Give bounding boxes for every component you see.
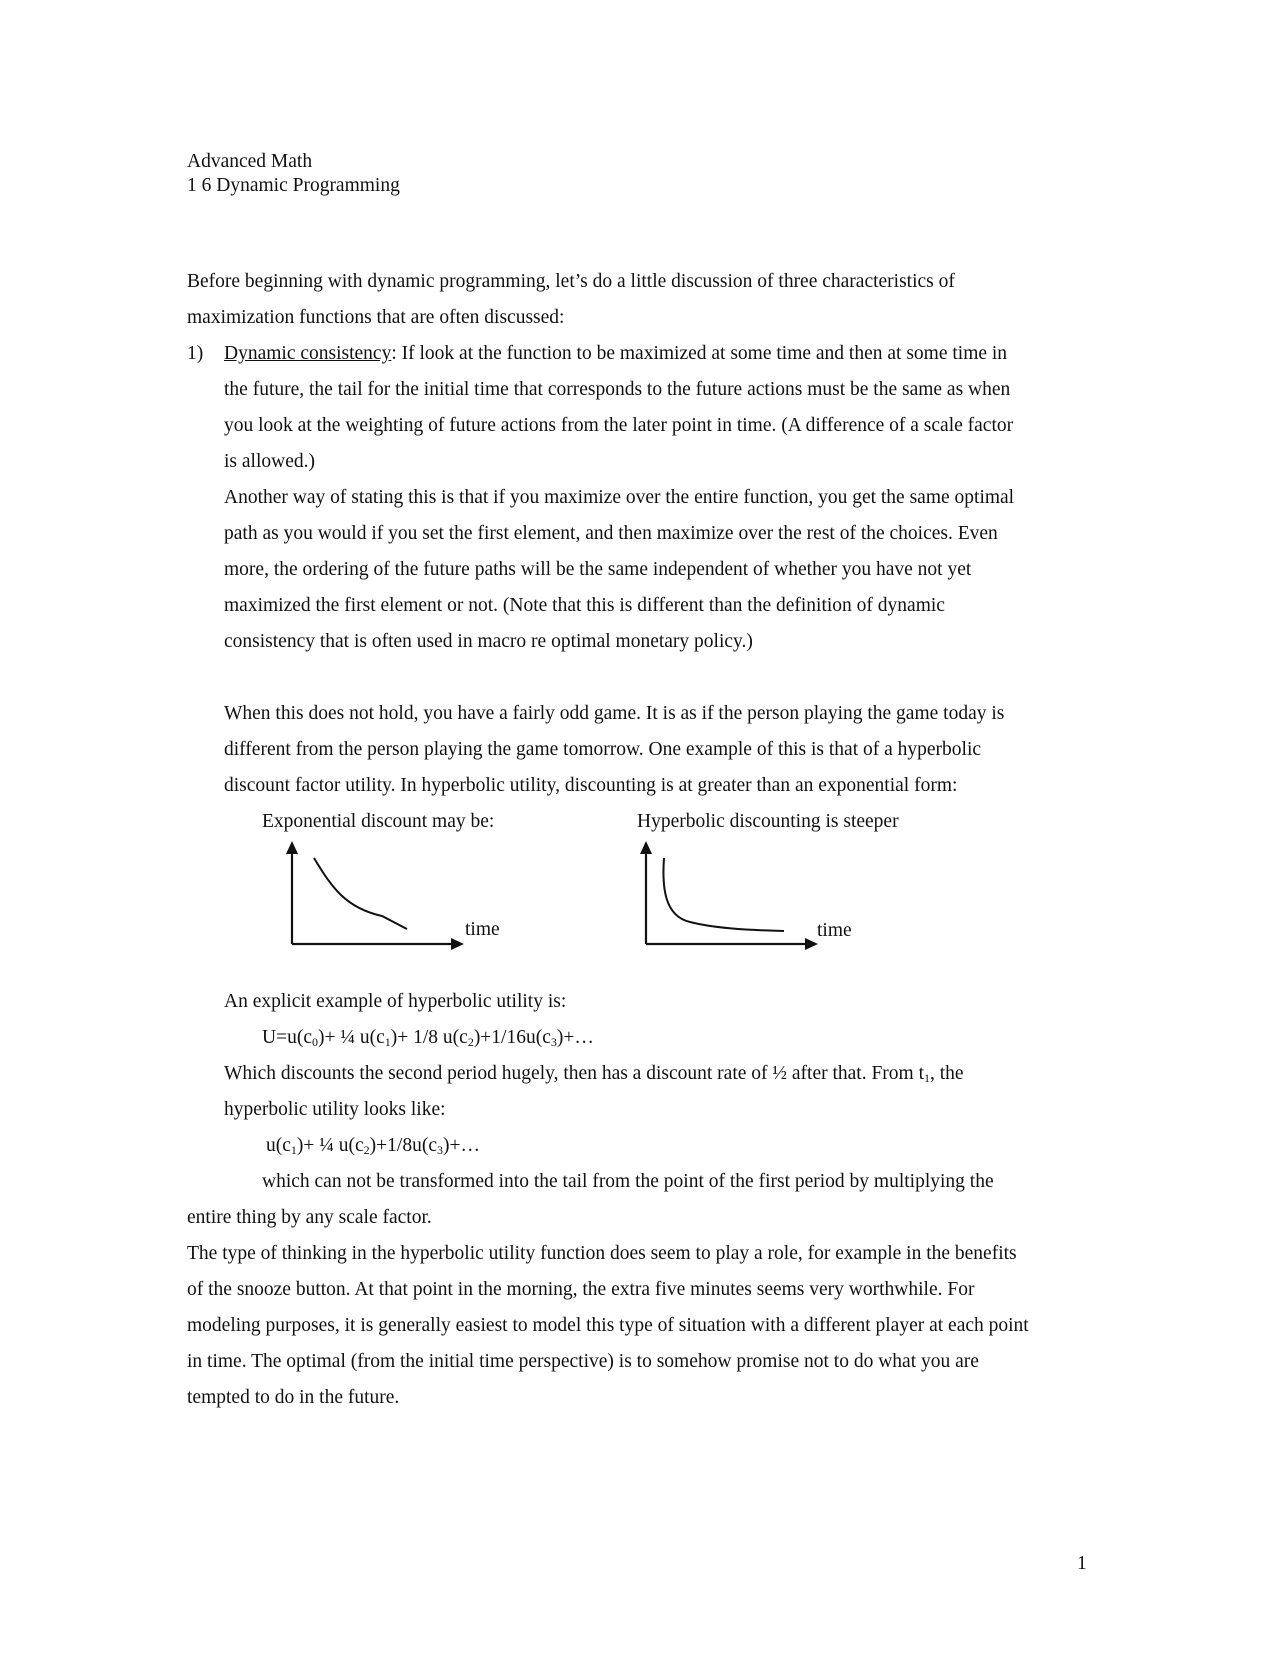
example-line: Which discounts the second period hugely, then has a discount rate of ½ after that. From $t_1$, the	[224, 1063, 964, 1085]
item-number: 1)	[187, 343, 204, 364]
item-line: different from the person playing the game tomorrow. One example of this is that of a hyperbolic	[224, 739, 982, 760]
exponential-caption: Exponential discount may be:	[262, 811, 495, 832]
item-first-line-rest: : If look at the function to be maximized at some time and then at some time in	[391, 343, 1008, 364]
item-line: the future, the tail for the initial time that corresponds to the future actions must be the same as when	[224, 379, 1011, 400]
item-line: you look at the weighting of future actions from the later point in time. (A difference of a scale factor	[224, 415, 1014, 436]
lecture-title: 1 6 Dynamic Programming	[187, 175, 400, 196]
course-title: Advanced Math	[187, 151, 313, 172]
example-line: which can not be transformed into the tail from the point of the first period by multiplying the	[262, 1171, 994, 1192]
closing-line: of the snooze button. At that point in the morning, the extra five minutes seems very worthwhile. For	[187, 1279, 975, 1300]
page-number: 1	[1077, 1553, 1087, 1574]
intro-line-1: Before beginning with dynamic programming, let’s do a little discussion of three characteristics of	[187, 271, 955, 292]
item-line: maximized the first element or not. (Note that this is different than the definition of dynamic	[224, 595, 945, 616]
closing-line: The type of thinking in the hyperbolic utility function does seem to play a role, for example in the benefits	[187, 1243, 1017, 1264]
closing-line: modeling purposes, it is generally easiest to model this type of situation with a different player at each point	[187, 1315, 1029, 1336]
item-line: consistency that is often used in macro re optimal monetary policy.)	[224, 631, 753, 652]
formula-hyperbolic-utility: $U=u(c_0)+$ ¼ $u(c_1)+ 1/8$ $u(c_2)+1/16u(c_3)+\dots$	[262, 1027, 594, 1049]
example-intro: An explicit example of hyperbolic utility is:	[224, 991, 567, 1012]
hyperbolic-caption: Hyperbolic discounting is steeper	[637, 811, 899, 832]
item-line: is allowed.)	[224, 451, 315, 472]
example-line: entire thing by any scale factor.	[187, 1207, 432, 1228]
hyperbolic-axis-label: time	[817, 920, 852, 941]
item-line: path as you would if you set the first element, and then maximize over the rest of the choices. Even	[224, 523, 998, 544]
item-line: more, the ordering of the future paths will be the same independent of whether you have not yet	[224, 559, 972, 580]
item-line: discount factor utility. In hyperbolic utility, discounting is at greater than an exponential form:	[224, 775, 958, 796]
exponential-discount-graph	[280, 838, 480, 958]
example-line: hyperbolic utility looks like:	[224, 1099, 446, 1120]
item-line: Another way of stating this is that if you maximize over the entire function, you get the same optimal	[224, 487, 1015, 508]
closing-line: tempted to do in the future.	[187, 1387, 400, 1408]
formula-tail-utility: $u(c_1)+$ ¼ $u(c_2)+1/8u(c_3)+\dots$	[266, 1135, 480, 1157]
closing-line: in time. The optimal (from the initial time perspective) is to somehow promise not to do what you are	[187, 1351, 979, 1372]
exponential-axis-label: time	[465, 919, 500, 940]
intro-line-2: maximization functions that are often discussed:	[187, 307, 565, 328]
item-line: When this does not hold, you have a fairly odd game. It is as if the person playing the game today is	[224, 703, 1005, 724]
hyperbolic-discount-graph	[634, 838, 834, 958]
item-first-line	[224, 342, 1007, 366]
term-dynamic-consistency: Dynamic consistency	[224, 343, 392, 364]
